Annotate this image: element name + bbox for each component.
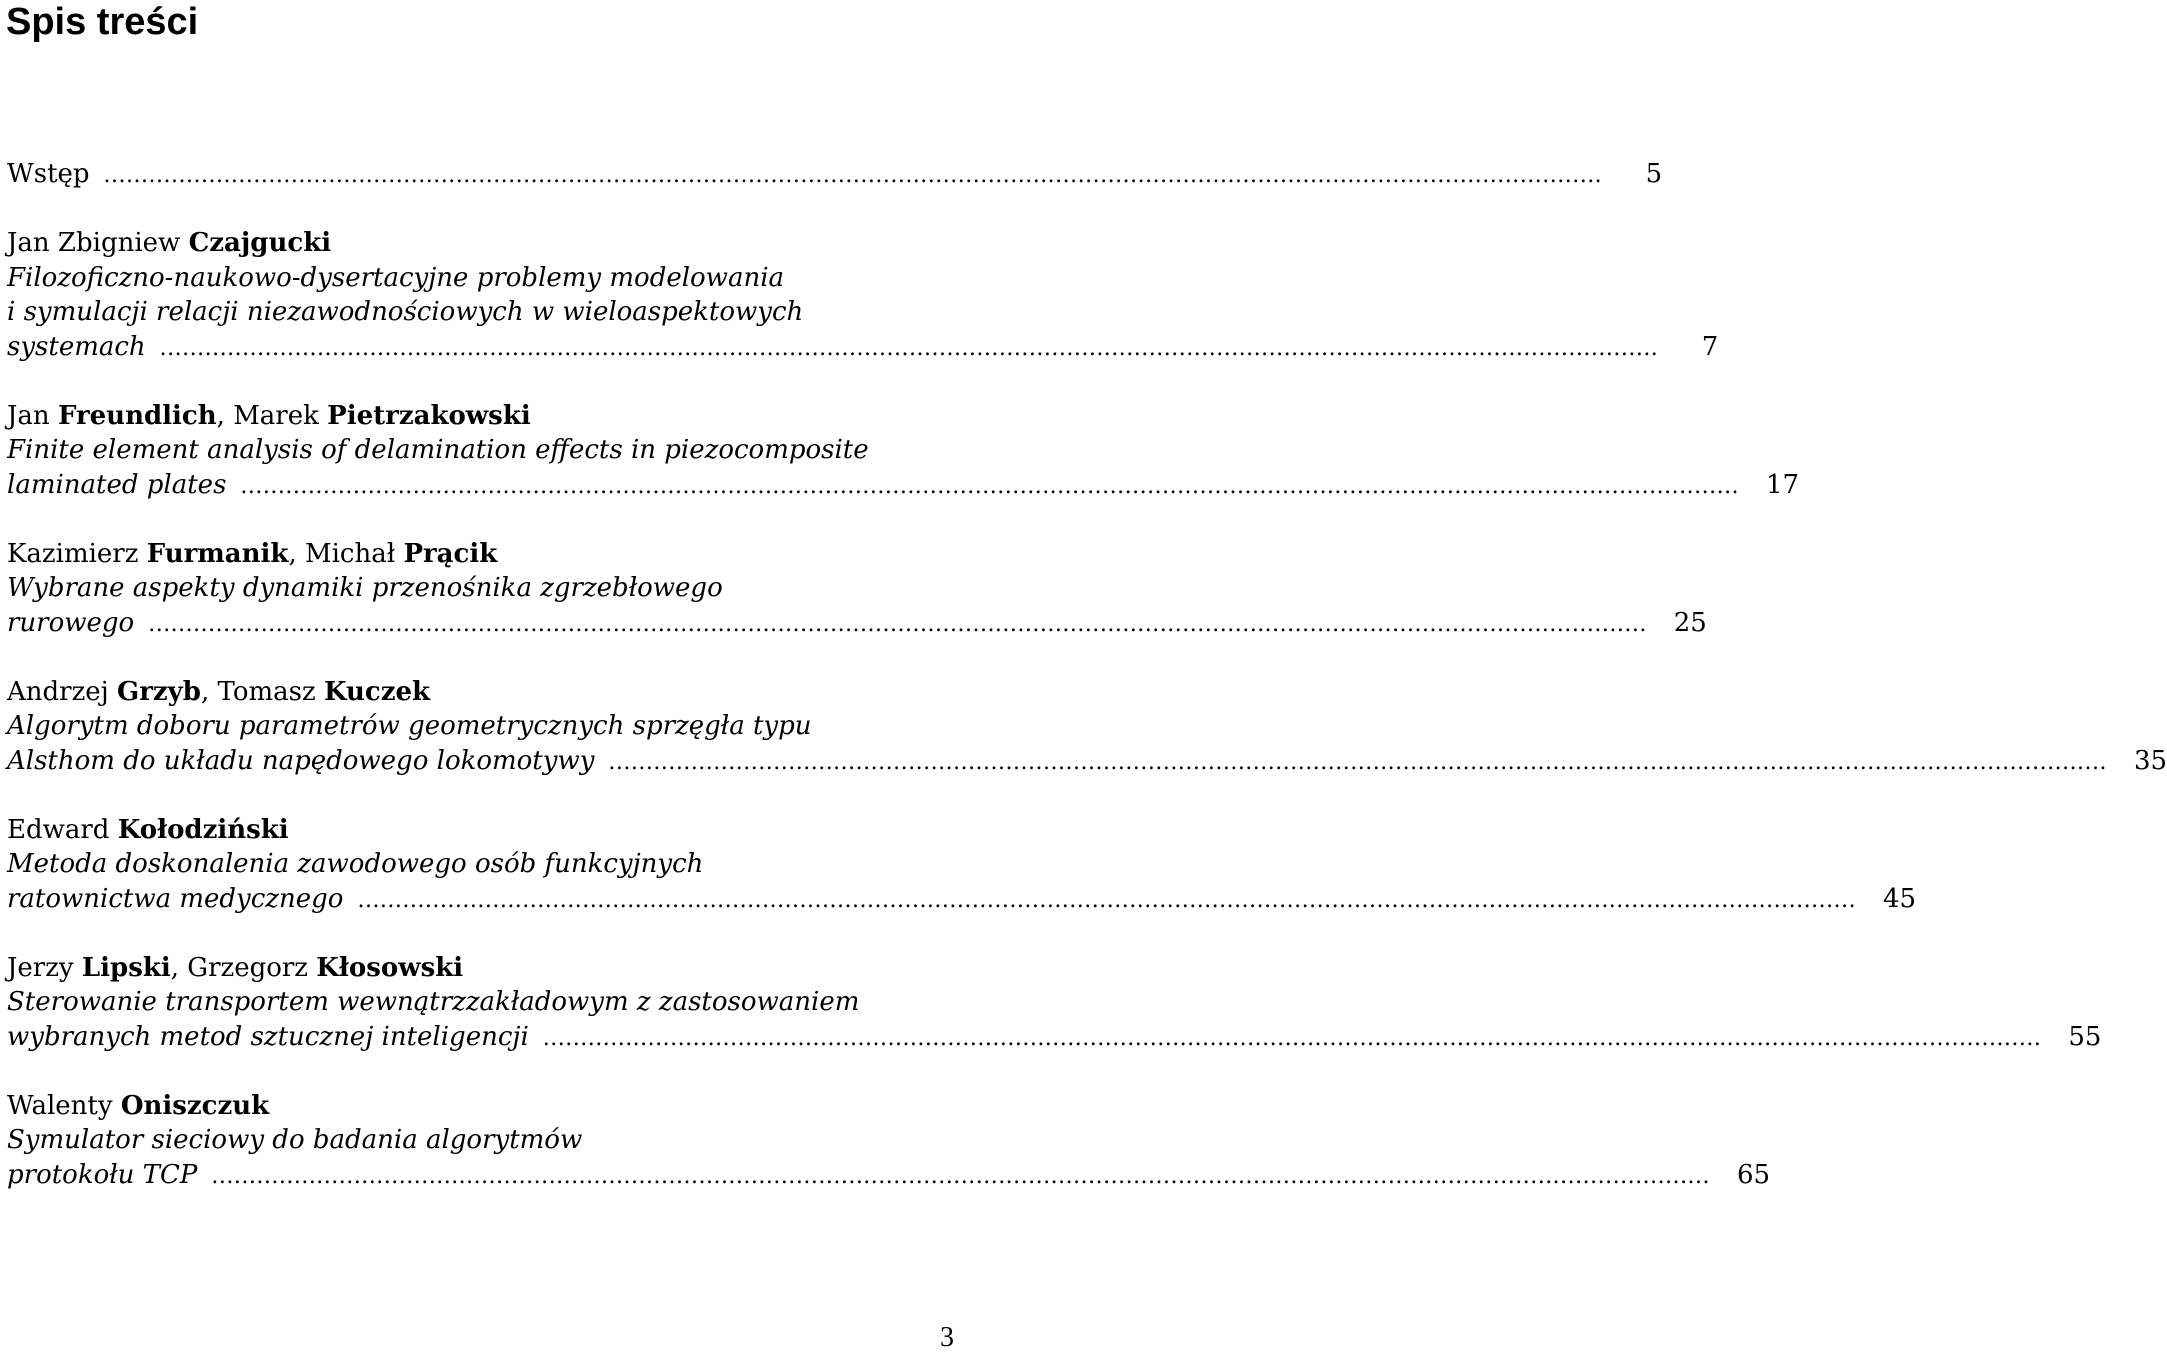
dot-leader: ........................................................................................................................................................................................................ [103,163,1603,188]
author-first-name: Jan [7,400,58,431]
toc-title-line: Finite element analysis of delamination effects in piezocomposite [7,435,869,465]
page-title: Spis treści [6,1,199,43]
author-first-name: Marek [233,400,328,431]
toc-entry[interactable] [7,813,1917,917]
toc-authors: Jerzy Lipski, Grzegorz Kłosowski [7,952,464,983]
author-last-name: Freundlich [57,400,217,431]
toc-entry[interactable] [7,537,1707,641]
toc-entry[interactable] [7,675,2167,779]
toc-page-number: 55 [2068,1021,2102,1052]
toc-authors: Andrzej Grzyb, Tomasz Kuczek [7,676,431,707]
author-last-name: Pietrzakowski [327,400,531,431]
author-last-name: Kuczek [323,676,431,707]
author-first-name: Edward [7,814,118,845]
toc-authors [7,226,955,261]
author-first-name: Michał [304,538,404,569]
author-first-name: Andrzej [7,676,118,707]
toc-title-line: Algorytm doboru parametrów geometrycznych sprzęgła typu [7,711,812,741]
toc-title-line: Sterowanie transportem wewnątrzzakładowym z zastosowaniem [7,987,860,1017]
toc-title-line: Alsthom do układu napędowego lokomotywy [7,745,595,776]
toc-title-line: protokołu TCP [7,1159,198,1190]
toc-title-line: Wstęp [7,159,90,189]
toc-entry[interactable] [7,951,2102,1055]
toc-title-line: i symulacji relacji niezawodnościowych w wieloaspektowych [7,297,804,327]
toc-entry[interactable] [7,157,1663,192]
toc-page-number: 7 [1701,331,1719,362]
toc-title-line: ratownictwa medycznego [7,883,344,914]
toc-authors [7,1089,955,1124]
author-first-name: Grzegorz [187,952,317,983]
dot-leader: ........................................................................................................................................................................................................ [159,335,1659,361]
toc-entry[interactable] [7,1089,1771,1193]
dot-leader: ........................................................................................................................................................................................................ [211,1163,1711,1189]
author-last-name: Lipski [81,952,171,983]
author-last-name: Furmanik [146,538,289,569]
dot-leader: ........................................................................................................................................................................................................ [542,1025,2042,1051]
toc-page-number: 45 [1883,883,1917,914]
toc-title-line: wybranych metod sztucznej inteligencji [7,1021,529,1052]
toc-page-number: 35 [2133,745,2167,776]
toc-page-number: 25 [1673,607,1707,638]
author-first-name: Tomasz [217,676,324,707]
toc-title-line: Filozoficzno-naukowo-dysertacyjne problemy modelowania [7,262,785,293]
toc-page-number: 65 [1736,1159,1771,1190]
toc-title-line: laminated plates [7,469,227,500]
toc-title-line: systemach [7,331,146,362]
author-first-name: Jan Zbigniew [7,228,189,258]
author-last-name: Oniszczuk [120,1090,270,1121]
author-first-name: Kazimierz [7,538,147,569]
toc-authors: Jan Freundlich, Marek Pietrzakowski [7,400,531,431]
toc-title-line: Metoda doskonalenia zawodowego osób funkcyjnych [7,849,704,879]
toc-title-line: Symulator sieciowy do badania algorytmów [7,1125,583,1155]
toc-authors [7,813,955,848]
dot-leader: ........................................................................................................................................................................................................ [148,611,1647,637]
dot-leader: ........................................................................................................................................................................................................ [608,749,2108,775]
toc-entry[interactable] [7,399,1800,503]
toc-authors: Kazimierz Furmanik, Michał Prącik [7,538,498,569]
author-last-name: Czajgucki [188,228,332,258]
page-number: 3 [940,1322,954,1353]
author-first-name: Jerzy [7,952,82,983]
dot-leader: ........................................................................................................................................................................................................ [357,887,1857,913]
author-last-name: Prącik [403,538,498,569]
author-first-name: Walenty [7,1090,121,1121]
toc-page-number: 17 [1765,469,1800,500]
author-last-name: Kłosowski [316,952,464,983]
dot-leader: ........................................................................................................................................................................................................ [240,473,1740,499]
toc-title-line: Wybrane aspekty dynamiki przenośnika zgrzebłowego [7,573,723,603]
toc-title-line: rurowego [7,607,135,638]
author-last-name: Kołodziński [117,814,289,845]
author-last-name: Grzyb [117,676,201,707]
toc-page-number: 5 [1645,159,1663,189]
toc-entry[interactable] [7,226,1719,364]
